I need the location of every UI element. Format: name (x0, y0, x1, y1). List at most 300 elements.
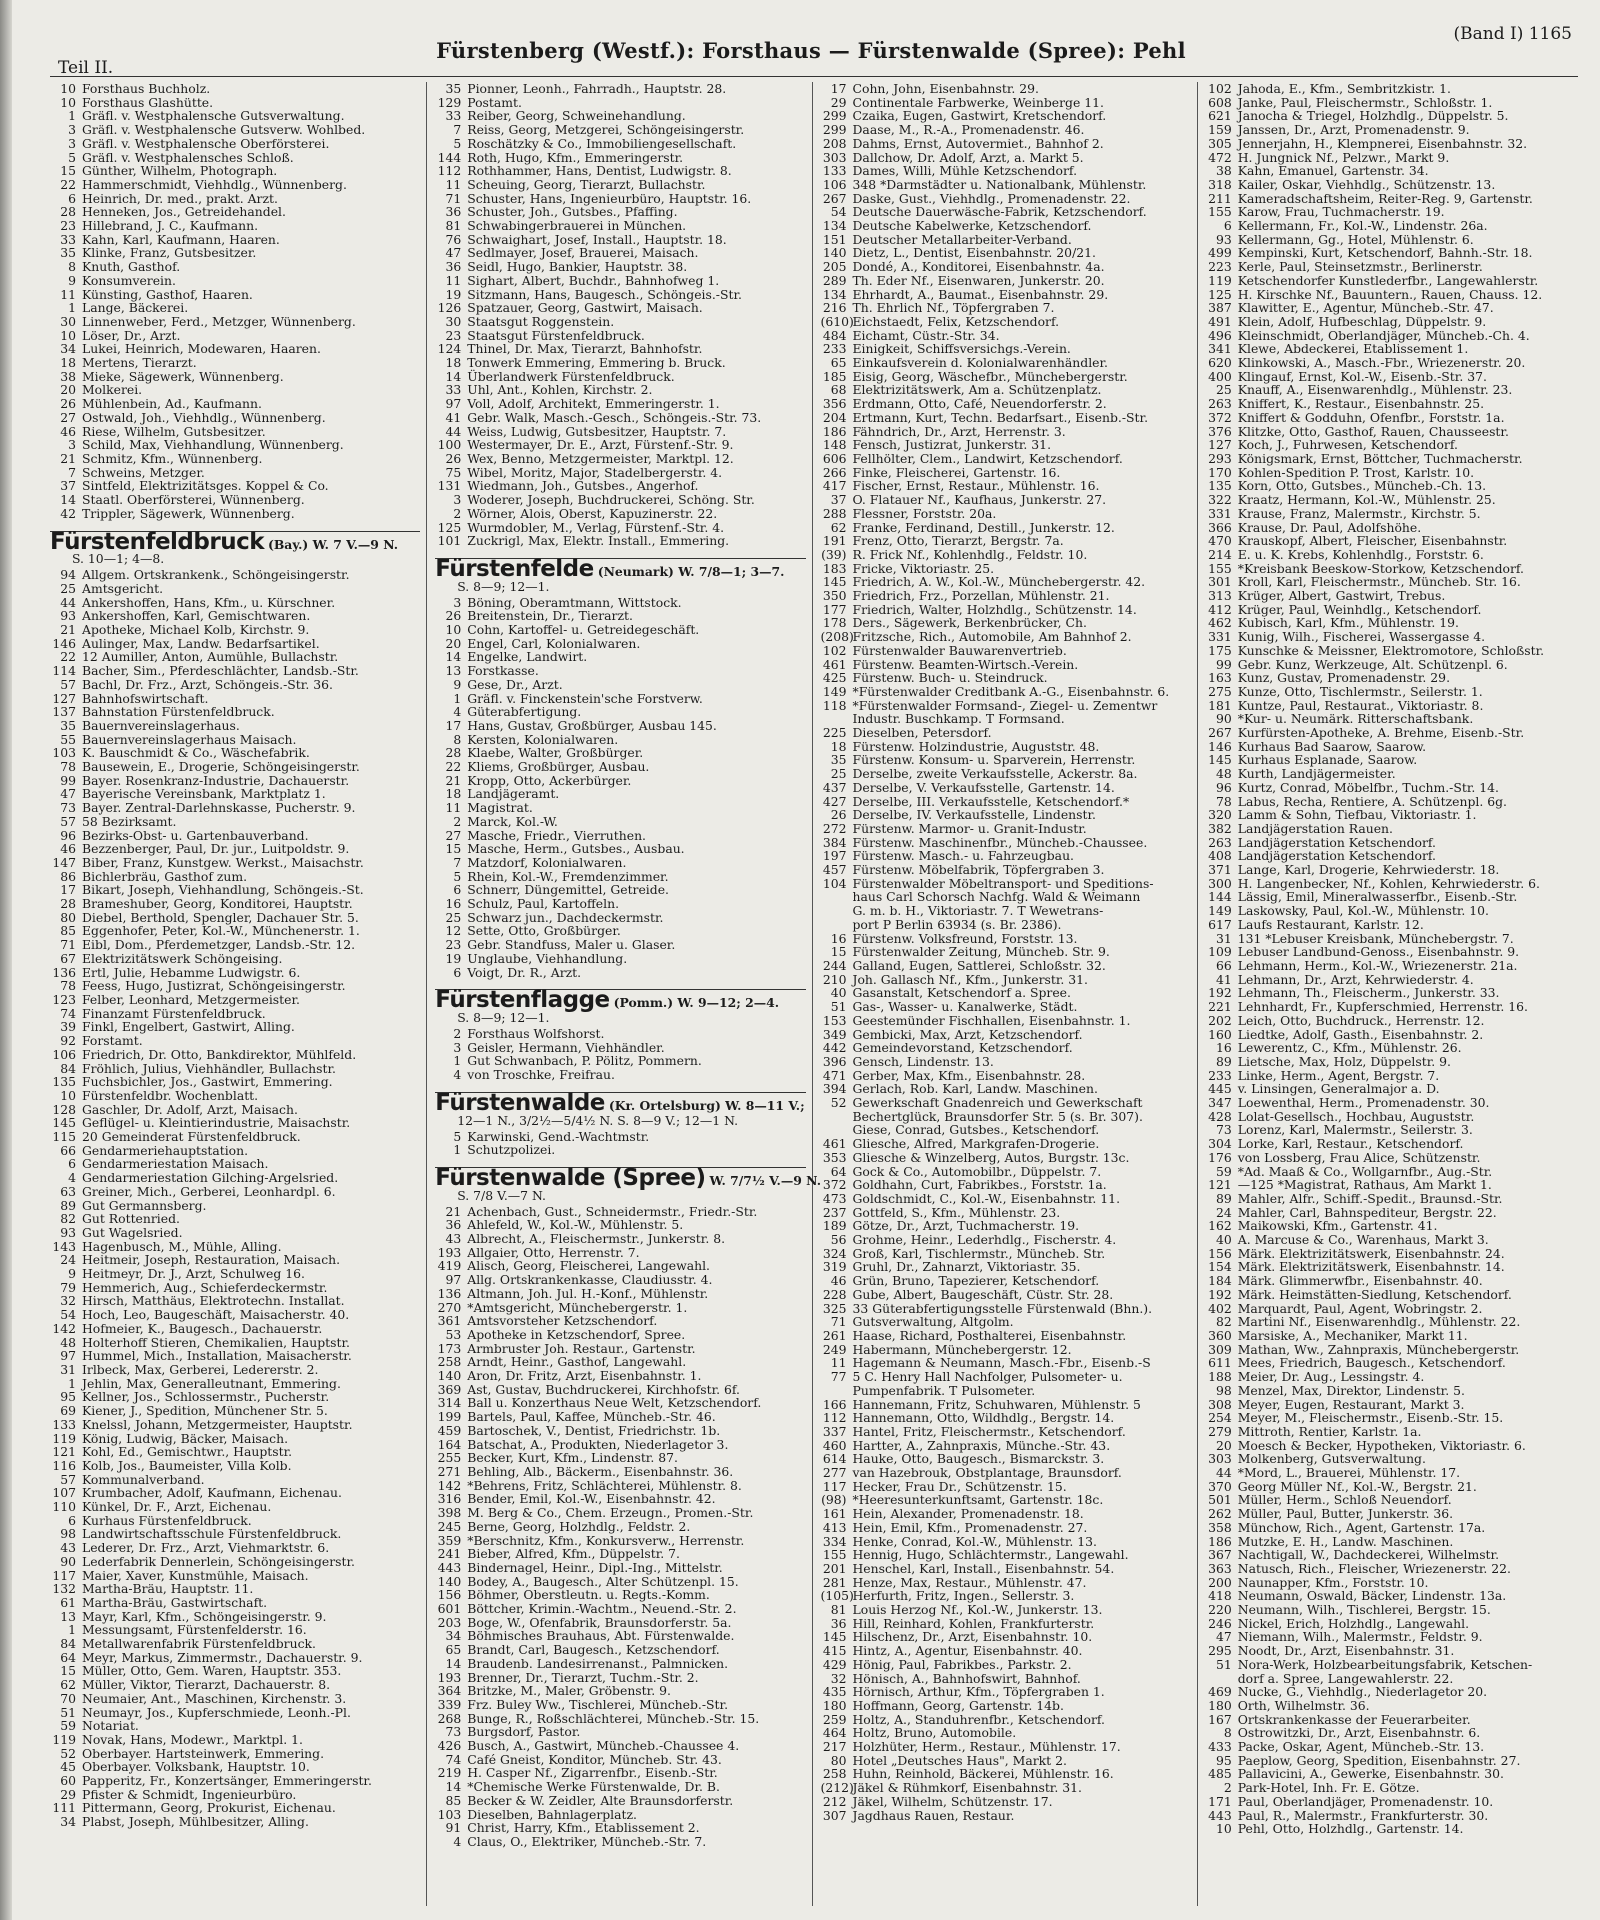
directory-entry (435, 109, 805, 123)
directory-entry (50, 123, 420, 137)
entry-text: von Troschke, Freifrau. (467, 1067, 615, 1083)
entry-text: Gliesche & Winzelberg, Autos, Burgstr. 13c. (852, 1149, 1130, 1165)
phone-number: 54 (830, 204, 847, 220)
directory-entry (821, 1192, 1191, 1206)
phone-number: 1 (68, 1622, 76, 1638)
directory-entry (435, 1314, 805, 1328)
directory-entry (821, 479, 1191, 493)
phone-number: 360 (1208, 1327, 1232, 1343)
phone-number: 28 (60, 204, 76, 220)
entry-text: Papperitz, Fr., Konzertsänger, Emmeringerstr. (82, 1773, 372, 1789)
phone-number: 263 (1208, 396, 1232, 412)
phone-number: 136 (52, 964, 76, 980)
entry-text: Janssen, Dr., Arzt, Promenadenstr. 9. (1237, 122, 1470, 138)
directory-entry (435, 1328, 805, 1342)
phone-number: 28 (60, 896, 76, 912)
directory-entry (1206, 1521, 1576, 1535)
entry-text: Fricke, Viktoriastr. 25. (852, 560, 995, 576)
directory-entry (435, 342, 805, 356)
directory-entry (50, 466, 420, 480)
entry-text: Grün, Bruno, Tapezierer, Ketschendorf. (852, 1273, 1100, 1289)
entry-text: Nora-Werk, Holzbearbeitungsfabrik, Ketschen- (1237, 1656, 1533, 1672)
entry-text: Wiedmann, Joh., Gutsbes., Angerhof. (467, 478, 699, 494)
directory-entry (821, 370, 1191, 384)
directory-entry (435, 1561, 805, 1575)
entry-text: Erdmann, Otto, Café, Neuendorferstr. 2. (852, 396, 1107, 412)
entry-text: 58 Bezirksamt. (82, 813, 177, 829)
phone-number: 30 (445, 313, 462, 329)
entry-text: Lederfabrik Dennerlein, Schöngeisingerstr. (82, 1553, 355, 1569)
directory-entry (50, 815, 420, 829)
directory-entry (1206, 1740, 1576, 1754)
phone-number: 186 (1208, 1533, 1232, 1549)
directory-entry (435, 1588, 805, 1602)
entry-text: Hintz, A., Agentur, Eisenbahnstr. 40. (852, 1643, 1083, 1659)
entry-text: Moesch & Becker, Hypotheken, Viktoriastr. 6. (1237, 1437, 1526, 1453)
directory-entry (435, 479, 805, 493)
phone-number: (212) (820, 1780, 854, 1796)
directory-entry (821, 630, 1191, 644)
phone-number: 3 (68, 122, 76, 138)
directory-entry (435, 705, 805, 719)
directory-entry (50, 233, 420, 247)
directory-entry (50, 938, 420, 952)
entry-text: Bodey, A., Baugesch., Alter Schützenpl. 15. (467, 1573, 739, 1589)
directory-entry (435, 1712, 805, 1726)
phone-number: 25 (830, 766, 847, 782)
directory-entry (50, 1473, 420, 1487)
directory-entry (50, 596, 420, 610)
phone-number: 394 (822, 1081, 847, 1097)
entry-text: Eichstaedt, Felix, Ketzschendorf. (852, 313, 1060, 329)
phone-number: 316 (437, 1491, 462, 1507)
phone-number: 4 (453, 1833, 462, 1849)
phone-number: 271 (437, 1463, 462, 1479)
page-header (44, 18, 1578, 78)
entry-text: Felber, Leonhard, Metzgermeister. (82, 992, 300, 1007)
entry-text: Zuckrigl, Max, Elektr. Install., Emmering. (467, 533, 730, 549)
directory-entry (50, 1390, 420, 1404)
directory-entry (50, 1349, 420, 1363)
phone-number: 57 (60, 813, 76, 829)
entry-text: *Berschnitz, Kfm., Konkursverw., Herrenstr. (467, 1532, 745, 1548)
entry-text: *Kreisbank Beeskow-Storkow, Ketzschendorf. (1237, 560, 1524, 576)
entry-text: Kunig, Wilh., Fischerei, Wassergasse 4. (1237, 629, 1486, 645)
directory-entry (821, 246, 1191, 260)
phone-number: 133 (52, 1416, 76, 1432)
entry-text: Geflügel- u. Kleintierindustrie, Maisachstr. (82, 1115, 351, 1131)
directory-entry (435, 801, 805, 815)
phone-number: 106 (822, 176, 847, 192)
entry-text: Meyr, Markus, Zimmermstr., Dachauerstr. 9. (82, 1649, 363, 1665)
directory-entry (50, 452, 420, 466)
phone-number: 347 (1208, 1095, 1232, 1111)
phone-number: 8 (68, 259, 76, 275)
entry-text: Louis Herzog Nf., Kol.-W., Junkerstr. 13. (852, 1602, 1103, 1618)
phone-number: 361 (437, 1313, 462, 1329)
phone-number: 67 (60, 950, 76, 966)
book-spine-shadow (0, 0, 12, 1920)
directory-entry (50, 1253, 420, 1267)
phone-number: 216 (822, 300, 847, 316)
directory-entry (50, 1199, 420, 1213)
phone-number: 303 (1208, 1451, 1232, 1467)
directory-entry (1206, 1699, 1576, 1713)
phone-number: 417 (822, 478, 847, 494)
phone-number: 233 (1208, 1067, 1232, 1083)
entry-text: v. Linsingen, Generalmajor a. D. (1237, 1081, 1440, 1097)
directory-entry (435, 1054, 805, 1068)
entry-text: Haase, Richard, Posthalterei, Eisenbahnstr. (852, 1327, 1127, 1343)
entry-text: 20 Gemeinderat Fürstenfeldbruck. (82, 1129, 301, 1145)
entry-text: H. Kirschke Nf., Bauuntern., Rauen, Chauss. 12. (1237, 286, 1543, 302)
directory-entry (50, 370, 420, 384)
directory-entry (1206, 438, 1576, 452)
phone-number: 341 (1208, 341, 1232, 357)
entry-text: Kraatz, Hermann, Kol.-W., Mühlenstr. 25. (1237, 492, 1496, 508)
phone-number: 81 (445, 218, 462, 234)
phone-number: 55 (60, 731, 76, 747)
directory-entry (1206, 123, 1576, 137)
entry-text: Forstkasse. (467, 663, 539, 679)
directory-entry (1206, 1274, 1576, 1288)
phone-number: 21 (445, 772, 462, 788)
directory-entry (821, 521, 1191, 535)
phone-number: 23 (445, 327, 462, 343)
directory-entry (821, 603, 1191, 617)
phone-number: 37 (60, 478, 76, 494)
entry-text: Westermayer, Dr. E., Arzt, Fürstenf.-Str. 9. (467, 437, 734, 453)
phone-number: 7 (68, 464, 76, 480)
phone-number: 3 (453, 492, 462, 508)
directory-entry (821, 1288, 1191, 1302)
directory-entry (1206, 452, 1576, 466)
phone-number: 25 (1215, 382, 1232, 398)
entry-text: Matzdorf, Kolonialwaren. (467, 854, 627, 870)
entry-text: Meyer, M., Fleischermstr., Eisenb.-Str. 15. (1237, 1410, 1504, 1426)
phone-number: 146 (1208, 738, 1232, 754)
directory-entry (821, 1809, 1191, 1823)
directory-entry (821, 589, 1191, 603)
entry-text: Fürstenwalder Zeitung, Müncheb. Str. 9. (852, 944, 1110, 960)
directory-entry (50, 342, 420, 356)
phone-number: 611 (1208, 1355, 1232, 1371)
city-name: Fürstenflagge (435, 987, 610, 1014)
directory-entry (821, 1165, 1191, 1179)
entry-text: Kellner, Jos., Schlossermstr., Pucherstr. (82, 1389, 330, 1405)
phone-number: 266 (822, 464, 847, 480)
directory-entry (821, 1370, 1191, 1384)
entry-text: Hein, Emil, Kfm., Promenadenstr. 27. (852, 1519, 1088, 1535)
entry-text: Claus, O., Elektriker, Müncheb.-Str. 7. (467, 1833, 707, 1849)
directory-entry (50, 623, 420, 637)
directory-entry (1206, 151, 1576, 165)
directory-entry (435, 1301, 805, 1315)
entry-text: Pallavicini, A., Gewerke, Eisenbahnstr. 30. (1237, 1766, 1504, 1782)
phone-number: 15 (830, 944, 847, 960)
directory-entry (821, 192, 1191, 206)
entry-text: Nachtigall, W., Dachdeckerei, Wilhelmstr. (1237, 1547, 1500, 1563)
phone-number: 96 (1215, 779, 1232, 795)
phone-number: 11 (445, 272, 462, 288)
directory-entry (435, 246, 805, 260)
entry-text: Ertmann, Kurt, Techn. Bedarfsart., Eisenb.-Str. (852, 409, 1149, 425)
entry-text: Becker & W. Zeidler, Alte Braunsdorferstr. (467, 1792, 734, 1808)
entry-text: Groß, Karl, Tischlermstr., Müncheb. Str. (852, 1245, 1106, 1261)
entry-text: Fürstenw. Maschinenfbr., Müncheb.-Chaussee. (852, 834, 1148, 850)
entry-text: Dahms, Ernst, Autovermiet., Bahnhof 2. (852, 135, 1104, 151)
phone-number: 125 (437, 519, 462, 535)
entry-text: Konsumverein. (82, 272, 176, 288)
phone-number: 43 (445, 1231, 462, 1247)
directory-entry (435, 1821, 805, 1835)
directory-entry (435, 1027, 805, 1041)
entry-text: Bartoschek, V., Dentist, Friedrichstr. 1b. (467, 1422, 721, 1438)
directory-entry (1206, 1123, 1576, 1137)
phone-number: 191 (822, 533, 847, 549)
phone-number: 334 (822, 1533, 847, 1549)
directory-entry (1206, 1425, 1576, 1439)
directory-entry (50, 911, 420, 925)
phone-number: 363 (1208, 1560, 1232, 1576)
phone-number: 214 (1208, 546, 1232, 562)
entry-text: Bezzenberger, Paul, Dr. jur., Luitpoldstr. 9. (82, 841, 350, 857)
entry-text: Kunschke & Meissner, Elektromotore, Schloßstr. (1237, 642, 1545, 658)
phone-number: 14 (445, 1655, 462, 1671)
directory-entry (821, 1000, 1191, 1014)
entry-text: Bartels, Paul, Kaffee, Müncheb.-Str. 46. (467, 1409, 716, 1425)
entry-text: Achenbach, Gust., Schneidermstr., Friedr.-Str. (467, 1203, 758, 1219)
entry-text: H. Langenbecker, Nf., Kohlen, Kehrwiederstr. 6. (1237, 875, 1540, 891)
entry-text: Kolb, Jos., Baumeister, Villa Kolb. (82, 1457, 292, 1473)
directory-entry (821, 178, 1191, 192)
phone-number: 46 (60, 423, 76, 439)
entry-text: Königsmark, Ernst, Böttcher, Tuchmacherstr. (1237, 450, 1523, 466)
entry-text: Czaika, Eugen, Gastwirt, Kretschendorf. (852, 108, 1107, 124)
directory-entry (50, 1719, 420, 1733)
phone-number: 1 (453, 1053, 462, 1069)
entry-text: Deutscher Metallarbeiter-Verband. (852, 231, 1072, 247)
directory-entry (821, 1480, 1191, 1494)
entry-text: Landjägeramt. (467, 786, 560, 802)
phone-number: 34 (60, 341, 76, 357)
directory-entry (821, 1151, 1191, 1165)
phone-number: 5 (453, 868, 462, 884)
phone-number: 272 (822, 820, 847, 836)
phone-number: 33 (60, 231, 76, 247)
entry-text: Dames, Willi, Mühle Ketzschendorf. (852, 163, 1078, 179)
entry-text: Thinel, Dr. Max, Tierarzt, Bahnhofstr. (467, 341, 703, 357)
directory-entry (1206, 548, 1576, 562)
directory-entry (50, 137, 420, 151)
entry-text: Jäkel, Wilhelm, Schützenstr. 17. (852, 1793, 1053, 1809)
entry-text: Hofmeier, K., Baugesch., Dachauerstr. (82, 1320, 323, 1336)
phone-number: 21 (60, 450, 76, 466)
phone-number: 350 (822, 588, 847, 604)
phone-number: 148 (822, 437, 847, 453)
entry-text: Jahoda, E., Kfm., Sembritzkistr. 1. (1237, 81, 1451, 96)
entry-text: Maier, Xaver, Kunstmühle, Maisach. (82, 1567, 309, 1583)
entry-text: Rothhammer, Hans, Dentist, Ludwigstr. 8. (467, 163, 732, 179)
phone-number: 270 (437, 1299, 462, 1315)
entry-text: Bikart, Joseph, Viehhandlung, Schöngeis.-St. (82, 882, 364, 898)
entry-text: Finkl, Engelbert, Gastwirt, Alling. (82, 1019, 295, 1035)
directory-entry (1206, 1767, 1576, 1781)
phone-number: 418 (1208, 1588, 1232, 1604)
directory-entry (435, 1342, 805, 1356)
phone-number: 384 (822, 834, 847, 850)
entry-text: Masche, Friedr., Vierruthen. (467, 827, 646, 843)
entry-text: Kameradschaftsheim, Reiter-Reg. 9, Gartenstr. (1237, 190, 1533, 206)
directory-entry (821, 1630, 1191, 1644)
entry-text: Bindernagel, Heinr., Dipl.-Ing., Mittelstr. (467, 1559, 723, 1575)
directory-entry (821, 616, 1191, 630)
entry-text: Götze, Dr., Arzt, Tuchmacherstr. 19. (852, 1218, 1080, 1234)
directory-entry (435, 219, 805, 233)
entry-text: Hagenbusch, M., Mühle, Alling. (82, 1238, 282, 1254)
entry-text: Allg. Ortskrankenkasse, Claudiusstr. 4. (467, 1272, 713, 1288)
phone-number: 137 (52, 704, 76, 720)
entry-text: Kurth, Landjägermeister. (1237, 766, 1396, 782)
phone-number: 89 (60, 1197, 76, 1213)
entry-text: Hoch, Leo, Baugeschäft, Maisacherstr. 40. (82, 1307, 350, 1323)
entry-text: Fürstenwalder Bauwarenvertrieb. (852, 642, 1067, 658)
directory-entry (1206, 1630, 1576, 1644)
entry-text: Neumann, Wilh., Tischlerei, Bergstr. 15. (1237, 1602, 1491, 1618)
entry-text: 33 Güterabfertigungsstelle Fürstenwald (Bhn.). (852, 1300, 1153, 1316)
phone-number: 84 (60, 1636, 76, 1652)
phone-number: 104 (822, 875, 847, 891)
phone-number: 501 (1208, 1492, 1232, 1508)
directory-entry (821, 1781, 1191, 1795)
entry-text: Bayer. Zentral-Darlehnskasse, Pucherstr. 9. (82, 800, 356, 816)
entry-text: Hannemann, Otto, Wildhdlg., Bergstr. 14. (852, 1410, 1115, 1426)
entry-text: Landwirtschaftsschule Fürstenfeldbruck. (82, 1526, 342, 1542)
entry-text: Hillebrand, J. C., Kaufmann. (82, 218, 259, 234)
directory-entry (50, 705, 420, 719)
phone-number: 496 (1208, 327, 1232, 343)
directory-entry (435, 1465, 805, 1479)
phone-number: 6 (68, 190, 76, 206)
directory-entry (1206, 932, 1576, 946)
header-rule (50, 76, 1578, 77)
entry-text: Voll, Adolf, Architekt, Emmeringerstr. 1. (467, 396, 720, 412)
phone-number: 225 (822, 725, 847, 741)
entry-text: Elektrizitätswerk Schöngeising. (82, 950, 283, 966)
directory-entry (1206, 1411, 1576, 1425)
phone-number: 267 (822, 190, 847, 206)
phone-number: 275 (1208, 683, 1232, 699)
entry-text: Friedrich, Frz., Porzellan, Mühlenstr. 21. (852, 588, 1110, 604)
entry-text: Lebuser Landbund-Genoss., Eisenbahnstr. 9. (1237, 944, 1520, 960)
phone-number: 9 (68, 272, 76, 288)
directory-entry (1206, 288, 1576, 302)
phone-number: 462 (1208, 615, 1232, 631)
directory-entry (1206, 1548, 1576, 1562)
office-hours-sunday: 12—1 N., 3/2½—5/4½ N. S. 8—9 V.; 12—1 N. (457, 1112, 739, 1128)
phone-number: 95 (1215, 1752, 1232, 1768)
directory-entry (821, 96, 1191, 110)
entry-text: port P Berlin 63934 (s. Br. 2386). (852, 916, 1062, 932)
directory-entry (1206, 1356, 1576, 1370)
phone-number: 244 (822, 958, 847, 973)
phone-number: 68 (830, 382, 847, 398)
entry-text: Allgem. Ortskrankenk., Schöngeisingerstr. (82, 567, 350, 583)
entry-text: Plabst, Joseph, Mühlbesitzer, Alling. (82, 1814, 309, 1830)
entry-text: Brameshuber, Georg, Konditorei, Hauptstr. (82, 896, 353, 912)
entry-text: Eichamt, Cüstr.-Str. 34. (852, 327, 1000, 343)
entry-text: Leich, Otto, Buchdruck., Herrenstr. 12. (1237, 1012, 1485, 1028)
entry-text: Apotheke, Michael Kolb, Kirchstr. 9. (82, 622, 310, 638)
entry-text: *Heeresunterkunftsamt, Gartenstr. 18c. (852, 1492, 1104, 1508)
phone-number: 249 (822, 1341, 847, 1357)
directory-entry (1206, 493, 1576, 507)
phone-number: 59 (60, 1718, 76, 1734)
entry-text: Bachl, Dr. Frz., Arzt, Schöngeis.-Str. 36. (82, 676, 333, 692)
phone-number: 145 (52, 1115, 76, 1131)
entry-text: Voigt, Dr. R., Arzt. (467, 964, 582, 980)
entry-text: Fürstenw. Buch- u. Steindruck. (852, 670, 1048, 686)
phone-number: 71 (830, 1314, 847, 1330)
phone-number: 18 (445, 355, 462, 371)
phone-number: 140 (822, 245, 847, 261)
entry-text: Kohlen-Spedition P. Trost, Karlstr. 10. (1237, 464, 1475, 480)
phone-number: 47 (445, 245, 462, 261)
phone-number: 200 (1208, 1574, 1232, 1590)
phone-number: 5 (68, 149, 76, 165)
directory-entry (821, 1247, 1191, 1261)
directory-entry (821, 918, 1191, 932)
directory-entry (50, 1500, 420, 1514)
directory-entry (50, 1747, 420, 1761)
entry-text: Bahnstation Fürstenfeldbruck. (82, 704, 275, 720)
phone-number: 268 (437, 1710, 462, 1726)
entry-text: Packe, Oskar, Agent, Müncheb.-Str. 13. (1237, 1739, 1485, 1755)
phone-number: 437 (822, 779, 847, 795)
entry-text: Güterabfertigung. (467, 704, 582, 720)
directory-entry (435, 1629, 805, 1643)
entry-text: Ortskrankenkasse der Feuerarbeiter. (1237, 1711, 1471, 1727)
entry-text: Apotheke in Ketzschendorf, Spree. (467, 1326, 686, 1342)
entry-text: Kurtz, Conrad, Möbelfbr., Tuchm.-Str. 14. (1237, 779, 1499, 795)
city-heading (50, 528, 420, 567)
phone-number: 426 (437, 1738, 462, 1754)
phone-number: 14 (445, 649, 462, 665)
phone-number: 364 (437, 1683, 462, 1699)
phone-number: 125 (1208, 286, 1232, 302)
phone-number: 164 (437, 1436, 462, 1452)
phone-number: 14 (445, 368, 462, 384)
entry-text: Kohl, Ed., Gemischtwr., Hauptstr. (82, 1444, 293, 1460)
entry-text: Hannemann, Fritz, Schuhwaren, Mühlenstr. 5 (852, 1396, 1141, 1412)
entry-text: Park-Hotel, Inh. Fr. E. Götze. (1237, 1780, 1420, 1796)
directory-entry (435, 1259, 805, 1273)
directory-entry (1206, 315, 1576, 329)
phone-number: 18 (830, 738, 847, 754)
directory-entry (435, 1355, 805, 1369)
phone-number: (105) (820, 1588, 854, 1604)
entry-text: Forsthaus Wolfshorst. (467, 1026, 605, 1041)
phone-number: 331 (1208, 505, 1232, 521)
entry-text: Forsthaus Glashütte. (82, 94, 214, 110)
entry-text: Märk. Elektrizitätswerk, Eisenbahnstr. 24. (1237, 1245, 1505, 1261)
phone-number: 9 (68, 1266, 76, 1282)
phone-number: 118 (822, 697, 847, 713)
directory-entry (821, 1658, 1191, 1672)
entry-text: Lewerentz, C., Kfm., Mühlenstr. 26. (1237, 1040, 1462, 1056)
phone-number: 400 (1208, 368, 1232, 384)
directory-entry (1206, 342, 1576, 356)
